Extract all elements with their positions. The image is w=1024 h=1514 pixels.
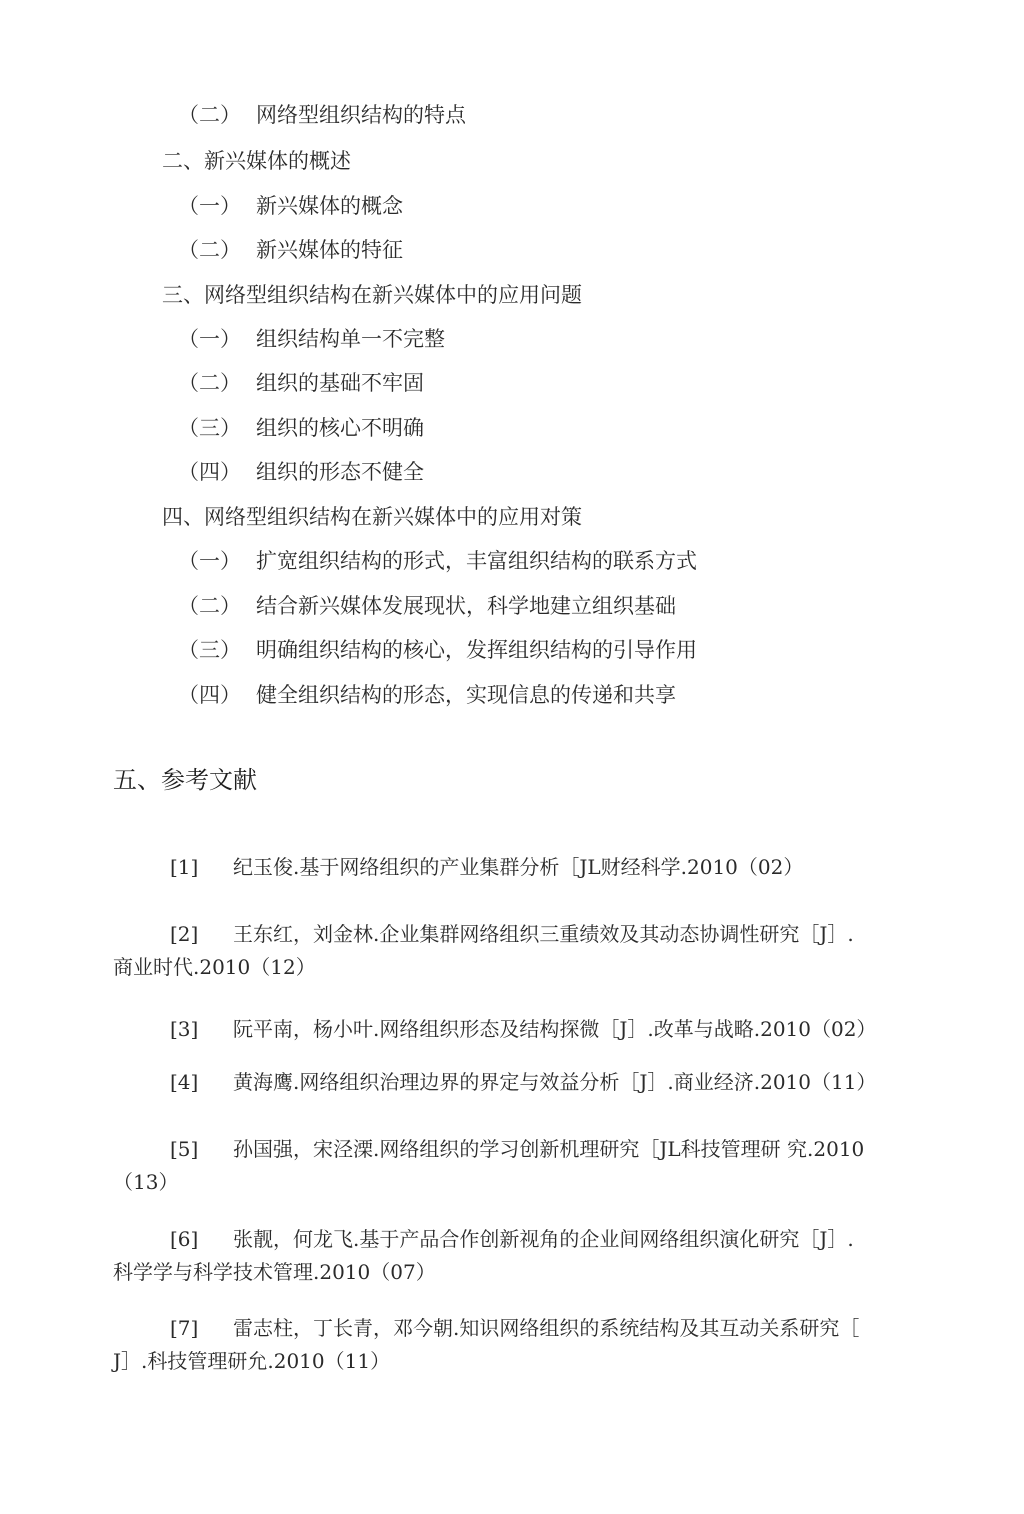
reference-text: 黄海鹰.网络组织治理边界的界定与效益分析［J］.商业经济.2010（11） (233, 1070, 877, 1094)
reference-number: [2] (170, 922, 199, 946)
outline-item-text: 新兴媒体的特征 (256, 238, 403, 262)
outline-item-number: （二） (178, 103, 241, 127)
outline-item (178, 192, 403, 220)
outline-item-text: 组织的形态不健全 (256, 460, 424, 484)
outline-item (178, 592, 676, 620)
outline-item-number: （四） (178, 460, 241, 484)
outline-item (178, 236, 403, 264)
outline-item (178, 547, 697, 575)
reference-item (113, 851, 918, 884)
reference-text: 孙国强，宋泾溧.网络组织的学习创新机理研究［JL科技管理研 究.2010 (233, 1137, 865, 1161)
outline-item-text: 网络型组织结构的特点 (256, 103, 466, 127)
outline-item-text: 扩宽组织结构的形式，丰富组织结构的联系方式 (256, 549, 697, 573)
reference-item (113, 1312, 918, 1378)
reference-number: [6] (170, 1227, 199, 1251)
reference-item (113, 1133, 918, 1199)
reference-number: [1] (170, 855, 199, 879)
outline-item (178, 636, 697, 664)
reference-text-continued: 科学学与科学技术管理.2010（07） (113, 1260, 436, 1284)
outline-item (178, 325, 445, 353)
outline-section-title: 二、新兴媒体的概述 (162, 149, 351, 173)
reference-text-continued: J］.科技管理研允.2010（11） (113, 1349, 391, 1373)
outline-item-number: （二） (178, 594, 241, 618)
outline-item (178, 458, 424, 486)
outline-item-number: （一） (178, 327, 241, 351)
outline-item-number: （三） (178, 638, 241, 662)
reference-text: 王东红，刘金林.企业集群网络组织三重绩效及其动态协调性研究［J］. (233, 922, 854, 946)
outline-item-number: （一） (178, 549, 241, 573)
reference-item (113, 1223, 918, 1289)
outline-item-text: 新兴媒体的概念 (256, 194, 403, 218)
reference-item (113, 918, 918, 984)
outline-item (178, 101, 466, 129)
reference-text: 阮平南，杨小叶.网络组织形态及结构探微［J］.改革与战略.2010（02） (233, 1017, 877, 1041)
outline-item (178, 414, 424, 442)
outline-item-text: 明确组织结构的核心，发挥组织结构的引导作用 (256, 638, 697, 662)
outline-section-title: 三、网络型组织结构在新兴媒体中的应用问题 (162, 283, 582, 307)
outline-item-text: 组织结构单一不完整 (256, 327, 445, 351)
outline-item-number: （一） (178, 194, 241, 218)
reference-number: [5] (170, 1137, 199, 1161)
reference-number: [7] (170, 1316, 199, 1340)
outline-item (178, 369, 424, 397)
outline-item-text: 健全组织结构的形态，实现信息的传递和共享 (256, 683, 676, 707)
reference-text: 雷志柱，丁长青，邓今朝.知识网络组织的系统结构及其互动关系研究［ (233, 1316, 860, 1340)
outline-item-number: （二） (178, 371, 241, 395)
reference-item (113, 1013, 918, 1046)
reference-text-continued: 商业时代.2010（12） (113, 955, 316, 979)
outline-item-text: 结合新兴媒体发展现状，科学地建立组织基础 (256, 594, 676, 618)
outline-item (178, 681, 676, 709)
reference-item (113, 1066, 918, 1099)
reference-number: [4] (170, 1070, 199, 1094)
outline-item-text: 组织的基础不牢固 (256, 371, 424, 395)
reference-text-continued: （13） (113, 1170, 179, 1194)
outline-item-number: （二） (178, 238, 241, 262)
outline-section-title: 四、网络型组织结构在新兴媒体中的应用对策 (162, 505, 582, 529)
outline-item-number: （三） (178, 416, 241, 440)
reference-number: [3] (170, 1017, 199, 1041)
outline-item-number: （四） (178, 683, 241, 707)
references-heading: 五、参考文献 (113, 766, 257, 794)
reference-text: 纪玉俊.基于网络组织的产业集群分析［JL财经科学.2010（02） (233, 855, 804, 879)
outline-item-text: 组织的核心不明确 (256, 416, 424, 440)
reference-text: 张靓，何龙飞.基于产品合作创新视角的企业间网络组织演化研究［J］. (233, 1227, 854, 1251)
